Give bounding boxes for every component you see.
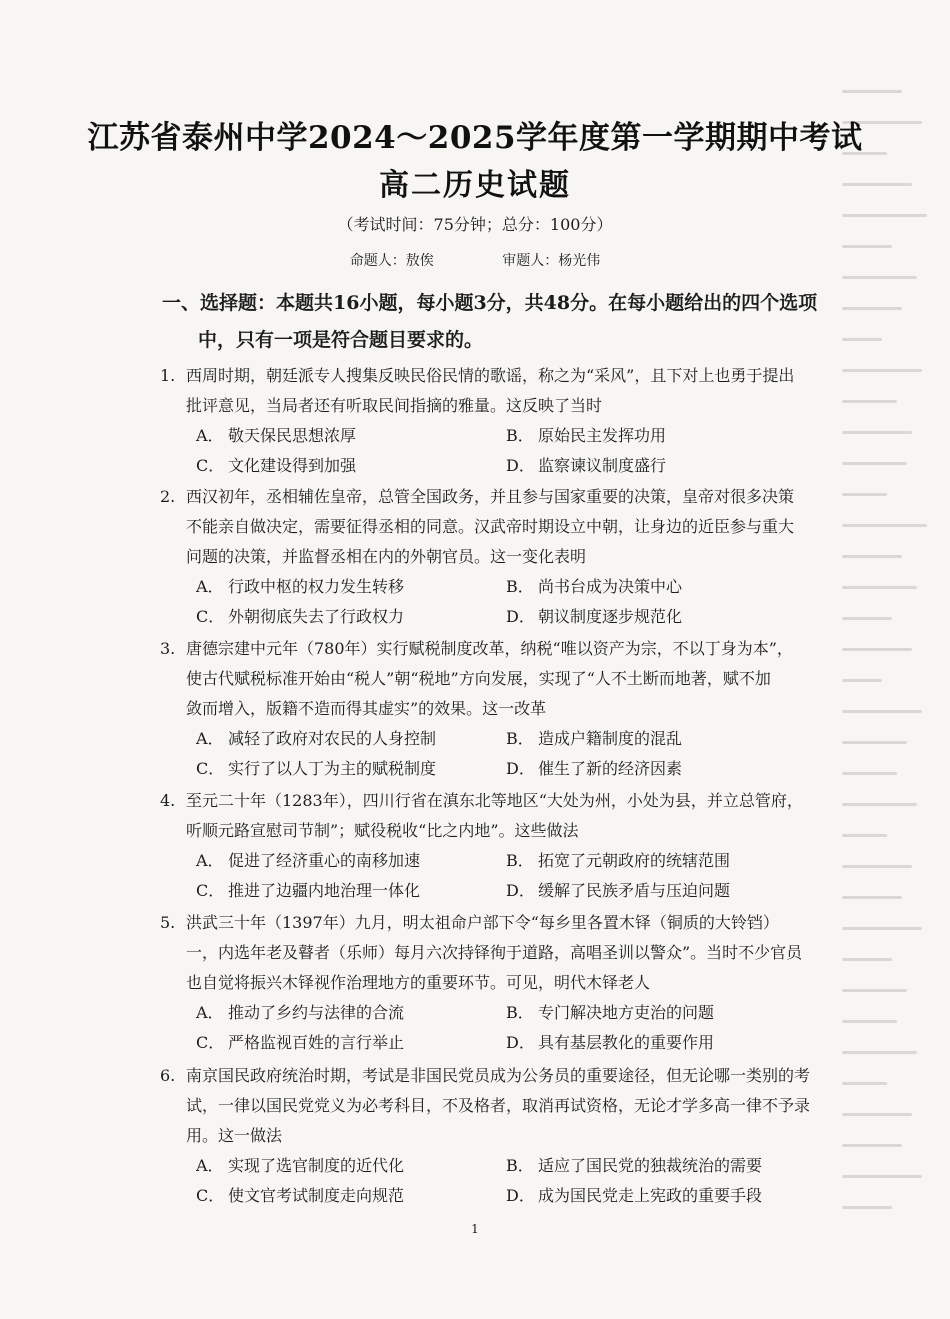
- section-heading: [162, 285, 852, 359]
- question-stem: [160, 361, 840, 421]
- option-text: 严格监视百姓的言行举止: [228, 1033, 405, 1052]
- stem-line: 洪武三十年（1397年）九月，明太祖命户部下令“每乡里各置木铎（铜质的大铃铛）: [186, 913, 779, 932]
- option-text: 缓解了民族矛盾与压迫问题: [538, 881, 731, 900]
- options: [160, 1151, 840, 1211]
- page-number: 1: [471, 1222, 479, 1236]
- option-letter: C．: [196, 881, 225, 900]
- option-text: 监察谏议制度盛行: [538, 456, 667, 475]
- option-letter: B．: [506, 426, 534, 445]
- option-d: [506, 602, 816, 632]
- option-c: [196, 876, 506, 906]
- option-letter: D．: [506, 759, 535, 778]
- option-letter: A．: [196, 1156, 224, 1175]
- option-text: 催生了新的经济因素: [538, 759, 683, 778]
- option-b: [506, 572, 816, 602]
- author: 命题人：敖俟: [349, 253, 434, 269]
- question-stem: [160, 908, 840, 998]
- exam-title: 江苏省泰州中学2024～2025学年度第一学期期中考试: [87, 120, 863, 156]
- option-text: 朝议制度逐步规范化: [538, 607, 683, 626]
- option-letter: A．: [196, 577, 224, 596]
- stem-line: 听顺元路宣慰司节制”；赋役税收“比之内地”。这些做法: [186, 821, 579, 840]
- question-2: [160, 482, 840, 632]
- option-letter: D．: [506, 1186, 535, 1205]
- stem-line: 唐德宗建中元年（780年）实行赋税制度改革，纳税“唯以资产为宗，不以丁身为本”，: [186, 639, 793, 658]
- options: [160, 421, 840, 481]
- option-text: 敬天保民思想浓厚: [228, 426, 357, 445]
- option-text: 成为国民党走上宪政的重要手段: [538, 1186, 763, 1205]
- option-a: [196, 846, 506, 876]
- option-letter: D．: [506, 1033, 535, 1052]
- question-6: [160, 1061, 840, 1211]
- option-text: 推动了乡约与法律的合流: [228, 1003, 405, 1022]
- stem-line: 不能亲自做决定，需要征得丞相的同意。汉武帝时期设立中朝，让身边的近臣参与重大: [186, 517, 795, 536]
- options: [160, 724, 840, 784]
- option-text: 适应了国民党的独裁统治的需要: [538, 1156, 763, 1175]
- stem-line: 一，内选年老及瞽者（乐师）每月六次持铎徇于道路，高唱圣训以警众”。当时不少官员: [186, 943, 803, 962]
- option-text: 文化建设得到加强: [228, 456, 357, 475]
- option-text: 行政中枢的权力发生转移: [228, 577, 405, 596]
- option-c: [196, 754, 506, 784]
- option-text: 促进了经济重心的南移加速: [228, 851, 421, 870]
- reviewer: 审题人：杨光伟: [502, 253, 601, 269]
- stem-line: 使古代赋税标准开始由“税人”朝“税地”方向发展，实现了“人不土断而地著，赋不加: [186, 669, 771, 688]
- option-letter: B．: [506, 1156, 534, 1175]
- option-text: 实现了选官制度的近代化: [228, 1156, 405, 1175]
- option-letter: B．: [506, 729, 534, 748]
- section-line-1: 一、选择题：本题共16小题，每小题3分，共48分。在每小题给出的四个选项: [162, 292, 818, 314]
- option-text: 减轻了政府对农民的人身控制: [228, 729, 437, 748]
- option-text: 使文官考试制度走向规范: [228, 1186, 405, 1205]
- exam-subtitle: 高二历史试题: [379, 168, 571, 203]
- option-letter: A．: [196, 729, 224, 748]
- exam-info: （考试时间：75分钟；总分：100分）: [337, 215, 613, 234]
- option-letter: C．: [196, 607, 225, 626]
- option-letter: D．: [506, 456, 535, 475]
- option-letter: A．: [196, 851, 224, 870]
- question-number: 3.: [160, 639, 176, 658]
- question-stem: [160, 634, 840, 724]
- section-line-2: 中，只有一项是符合题目要求的。: [198, 329, 484, 351]
- question-3: [160, 634, 840, 784]
- question-stem: [160, 482, 840, 572]
- option-letter: A．: [196, 1003, 224, 1022]
- option-text: 原始民主发挥功用: [538, 426, 667, 445]
- option-d: [506, 451, 816, 481]
- option-letter: D．: [506, 881, 535, 900]
- option-text: 推进了边疆内地治理一体化: [228, 881, 421, 900]
- stem-line: 用。这一做法: [186, 1126, 283, 1145]
- option-a: [196, 724, 506, 754]
- question-4: [160, 786, 840, 906]
- question-1: [160, 361, 840, 481]
- option-b: [506, 1151, 816, 1181]
- option-d: [506, 1028, 816, 1058]
- option-letter: B．: [506, 577, 534, 596]
- question-number: 1.: [160, 366, 176, 385]
- option-text: 拓宽了元朝政府的统辖范围: [538, 851, 731, 870]
- option-c: [196, 1028, 506, 1058]
- option-text: 专门解决地方吏治的问题: [538, 1003, 715, 1022]
- option-c: [196, 1181, 506, 1211]
- option-c: [196, 602, 506, 632]
- authors-line: [0, 250, 950, 270]
- option-text: 外朝彻底失去了行政权力: [228, 607, 405, 626]
- option-text: 具有基层教化的重要作用: [538, 1033, 715, 1052]
- option-a: [196, 421, 506, 451]
- option-letter: C．: [196, 1033, 225, 1052]
- stem-line: 南京国民政府统治时期，考试是非国民党员成为公务员的重要途径，但无论哪一类别的考: [186, 1066, 811, 1085]
- stem-line: 试，一律以国民党党义为必考科目，不及格者，取消再试资格，无论才学多高一律不予录: [186, 1096, 811, 1115]
- question-stem: [160, 786, 840, 846]
- question-stem: [160, 1061, 840, 1151]
- option-letter: C．: [196, 759, 225, 778]
- option-d: [506, 876, 816, 906]
- option-letter: D．: [506, 607, 535, 626]
- stem-line: 也自觉将振兴木铎视作治理地方的重要环节。可见，明代木铎老人: [186, 973, 651, 992]
- option-a: [196, 1151, 506, 1181]
- option-letter: C．: [196, 1186, 225, 1205]
- stem-line: 敛而增入，版籍不造而得其虚实”的效果。这一改革: [186, 699, 547, 718]
- option-b: [506, 724, 816, 754]
- question-number: 2.: [160, 487, 176, 506]
- option-d: [506, 754, 816, 784]
- option-b: [506, 421, 816, 451]
- options: [160, 846, 840, 906]
- option-letter: A．: [196, 426, 224, 445]
- option-c: [196, 451, 506, 481]
- options: [160, 572, 840, 632]
- option-b: [506, 846, 816, 876]
- option-letter: B．: [506, 1003, 534, 1022]
- option-d: [506, 1181, 816, 1211]
- stem-line: 问题的决策，并监督丞相在内的外朝官员。这一变化表明: [186, 547, 587, 566]
- option-text: 造成户籍制度的混乱: [538, 729, 683, 748]
- question-number: 5.: [160, 913, 176, 932]
- options: [160, 998, 840, 1058]
- question-number: 6.: [160, 1066, 176, 1085]
- stem-line: 西汉初年，丞相辅佐皇帝，总管全国政务，并且参与国家重要的决策，皇帝对很多决策: [186, 487, 795, 506]
- option-b: [506, 998, 816, 1028]
- stem-line: 西周时期，朝廷派专人搜集反映民俗民情的歌谣，称之为“采风”，且下对上也勇于提出: [186, 366, 795, 385]
- stem-line: 批评意见，当局者还有听取民间指摘的雅量。这反映了当时: [186, 396, 603, 415]
- option-text: 实行了以人丁为主的赋税制度: [228, 759, 437, 778]
- option-letter: C．: [196, 456, 225, 475]
- stem-line: 至元二十年（1283年），四川行省在滇东北等地区“大处为州，小处为县，并立总管府，: [186, 791, 803, 810]
- option-a: [196, 572, 506, 602]
- option-text: 尚书台成为决策中心: [538, 577, 683, 596]
- question-number: 4.: [160, 791, 176, 810]
- option-a: [196, 998, 506, 1028]
- question-5: [160, 908, 840, 1058]
- option-letter: B．: [506, 851, 534, 870]
